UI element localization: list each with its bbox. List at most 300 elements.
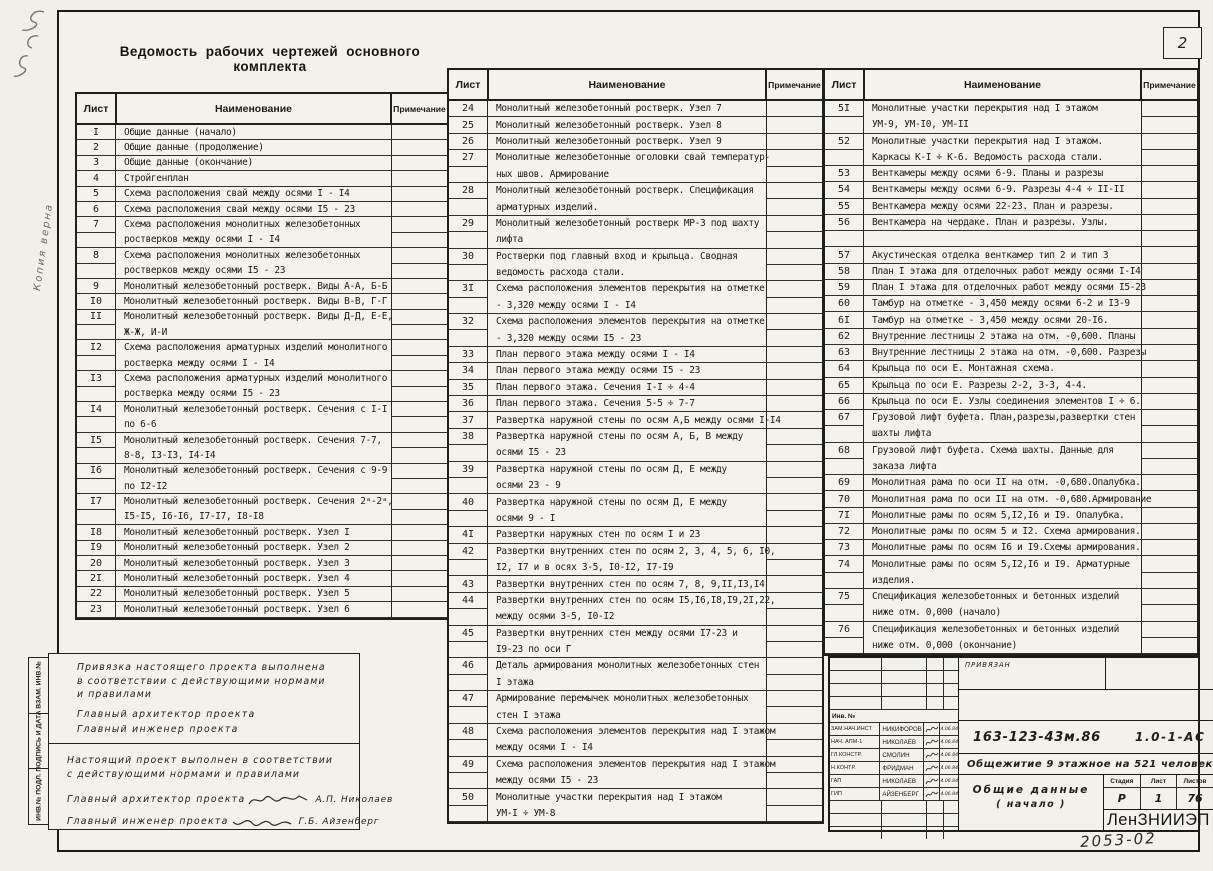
table-row-line: [77, 187, 447, 202]
note-cell: [391, 156, 447, 171]
table-row: [77, 464, 447, 495]
name-cell: План первого этажа. Сечения 5-5 ÷ 7-7: [488, 396, 766, 412]
name-cell: между осями I5 - 23: [488, 773, 766, 789]
name-cell: Монолитный железобетонный ростверк. Сечения 7-7,: [124, 434, 382, 446]
project-note: [49, 744, 394, 838]
table-row-line: [825, 622, 1197, 638]
date-cell: [944, 684, 958, 696]
date-cell: [944, 671, 958, 683]
sheet-number-cell: 43: [449, 576, 488, 592]
table-row-line: [77, 387, 447, 402]
table-row-line: [77, 294, 447, 309]
note-cell: [1141, 589, 1197, 605]
table-row-line: [449, 707, 822, 723]
note-cell: [391, 233, 447, 248]
note-cell: [1141, 329, 1197, 345]
table-row: [825, 312, 1197, 328]
name-cell: Ростверки под главный вход и крыльца. Сводная: [496, 250, 738, 262]
table-row: [77, 571, 447, 586]
strip-cell: [29, 658, 49, 714]
table-row: [77, 402, 447, 433]
table-row-line: [449, 740, 822, 756]
table-row-line: [825, 101, 1197, 117]
name-cell: Общие данные (продолжение): [116, 140, 391, 155]
table-row: [825, 296, 1197, 312]
sheet-number-cell: 5I: [825, 101, 864, 117]
signature-name: Г.Б. Айзенберг: [298, 817, 380, 827]
name-cell: Монолитный железобетонный ростверк. Узел 4: [116, 571, 391, 586]
strip-cell: [29, 769, 49, 824]
note-cell: [766, 429, 822, 445]
note-cell: [766, 134, 822, 150]
sheet-number-cell: 62: [825, 329, 864, 345]
note-cell: [391, 294, 447, 309]
name-cell: ниже отм. 0,000 (начало): [864, 605, 1141, 621]
signature-scribble: [925, 790, 939, 799]
table-row-line: [77, 279, 447, 294]
name-cell: Монолитные участки перекрытия над I этажом: [872, 103, 1098, 115]
name-cell: План первого этажа между осями I - I4: [488, 347, 766, 363]
sheet-number-cell: [77, 356, 116, 371]
note-cell: [766, 380, 822, 396]
column-header-note: Примечание: [765, 70, 822, 99]
sheet-number-cell: I8: [77, 525, 116, 540]
empty-cell: [1106, 658, 1213, 689]
table-row: [825, 524, 1197, 540]
note-cell: [391, 541, 447, 556]
table-row-line: [449, 511, 822, 527]
name-cell: арматурных изделий.: [488, 199, 766, 215]
note-cell: [391, 248, 447, 263]
note-cell: [766, 199, 822, 215]
name-cell: Монолитный железобетонный ростверк МР-3 под шахту: [496, 217, 760, 229]
table-row-line: [825, 264, 1197, 280]
sheet-number-cell: 44: [449, 593, 488, 609]
name-cell: [882, 814, 927, 826]
table-row: [825, 491, 1197, 507]
name-cell: УМ-9, УМ-I0, УМ-II: [864, 117, 1141, 133]
approval-name: ФРИДМАН: [880, 762, 924, 774]
sheet-number-cell: 9: [77, 279, 116, 294]
sheet-number-cell: [77, 325, 116, 340]
table-row-line: [77, 587, 447, 602]
note-cell: [766, 757, 822, 773]
sheet-number-cell: 30: [449, 249, 488, 265]
table-row-line: [825, 215, 1197, 231]
sheet-number-cell: 68: [825, 443, 864, 459]
approval-signature: [924, 775, 940, 787]
name-cell: Акустическая отделка венткамер тип 2 и тип 3: [864, 247, 1141, 263]
table-row-line: [449, 642, 822, 658]
sheet-number-cell: [449, 199, 488, 215]
table-row-line: [449, 330, 822, 346]
note-cell: [766, 511, 822, 527]
table-row-line: [449, 724, 822, 740]
note-cell: [391, 217, 447, 232]
sheet-number-cell: 47: [449, 691, 488, 707]
approval-row: [830, 723, 958, 736]
table-row: [825, 280, 1197, 296]
name-cell: Монолитный железобетонный ростверк. Узел 2: [116, 541, 391, 556]
table-row-line: [825, 199, 1197, 215]
sheet-number-cell: [449, 265, 488, 281]
name-cell: Развертки внутренних стен по осям 7, 8, 9,II,I3,I4: [488, 576, 766, 592]
sheet-number-cell: 46: [449, 658, 488, 674]
name-cell: Монолитный железобетонный ростверк. Сечения с 9-9: [124, 465, 388, 477]
table-row: [77, 279, 447, 294]
table-row-line: [449, 806, 822, 822]
table-row-line: [825, 605, 1197, 621]
note-role: Главный архитектор проекта: [77, 708, 256, 720]
sheet-number-cell: 36: [449, 396, 488, 412]
approval-empty-row: [830, 671, 958, 684]
sheet-number-cell: 3: [77, 156, 116, 171]
table-row-line: [77, 433, 447, 448]
sheet-name-line1: Общие данные: [972, 784, 1090, 796]
table-row: [825, 556, 1197, 589]
note-cell: [1141, 264, 1197, 280]
sheet-number-cell: 29: [449, 216, 488, 232]
table-row: [825, 329, 1197, 345]
table-row-line: [449, 101, 822, 117]
note-cell: [766, 806, 822, 822]
sheet-number-cell: 55: [825, 199, 864, 215]
table-row: [825, 199, 1197, 215]
role-cell: [830, 827, 882, 839]
title-block: [828, 656, 1213, 832]
table-row: [449, 544, 822, 577]
note-cell: [766, 330, 822, 346]
signature-scribble: [925, 751, 939, 760]
table-row: [77, 202, 447, 217]
signature-cell: [927, 827, 944, 839]
sheet-number-cell: 5: [77, 187, 116, 202]
name-cell: по I2-I2: [116, 479, 391, 494]
name-cell: Монолитный железобетонный ростверк. Узел 8: [488, 117, 766, 133]
signature-role: Главный архитектор проекта: [67, 794, 246, 805]
sheet-number-cell: I2: [77, 340, 116, 355]
table-row-line: [449, 445, 822, 461]
name-cell: Развертки наружных стен по осям I и 23: [488, 527, 766, 543]
margin-note-text: Копия верна: [32, 202, 56, 292]
name-cell: ростверков между осями I5 - 23: [116, 264, 391, 279]
note-cell: [766, 773, 822, 789]
column-header-name: Наименование: [588, 78, 666, 91]
table-row: [77, 525, 447, 540]
approval-table: [830, 658, 959, 830]
table-row-line: [449, 675, 822, 691]
sheet-number-cell: 58: [825, 264, 864, 280]
table-row: [825, 101, 1197, 134]
sheet-number-cell: [449, 511, 488, 527]
note-cell: [1141, 508, 1197, 524]
role-cell: [830, 801, 882, 813]
table-row-line: [77, 417, 447, 432]
table-row: [449, 494, 822, 527]
note-cell: [766, 789, 822, 805]
name-cell: Монолитные рамы по осям I6 и I9.Схемы армирования.: [864, 540, 1141, 556]
signature-cell: [927, 697, 944, 709]
note-cell: [1141, 394, 1197, 410]
sheet-number-cell: [825, 573, 864, 589]
date-cell: [944, 814, 958, 826]
table-row: [825, 378, 1197, 394]
table-row: [449, 789, 822, 822]
table-row: [449, 396, 822, 412]
table-row-line: [449, 593, 822, 609]
strip-label: ВЗАМ. ИНВ.№: [35, 661, 43, 710]
table-row-line: [825, 361, 1197, 377]
empty-band: [959, 690, 1213, 721]
sheet-number-cell: [825, 426, 864, 442]
name-cell: между осями I - I4: [488, 740, 766, 756]
note-cell: [391, 494, 447, 509]
table-row: [77, 556, 447, 571]
table-row-line: [77, 264, 447, 279]
name-cell: Общие данные (окончание): [116, 156, 391, 171]
stage-sheet-values: [1104, 788, 1213, 810]
name-cell: Стройгенплан: [116, 171, 391, 186]
approval-empty-row: [830, 814, 958, 827]
stage-sheet-headers: [1104, 775, 1213, 788]
name-cell: Грузовой лифт буфета. План,разрезы,развертки стен: [872, 412, 1136, 424]
signature-cell: [927, 658, 944, 670]
name-cell: - 3,320 между осями I5 - 23: [488, 330, 766, 346]
project-title: Общежитие 9 этажное на 521 человек: [959, 754, 1213, 775]
stage-label: Стадия: [1104, 775, 1141, 787]
name-cell: Монолитная рама по оси II на отм. -0,680.Армирование: [864, 491, 1141, 507]
approval-row: [830, 749, 958, 762]
name-cell: Монолитный железобетонный ростверк. Узел 7: [488, 101, 766, 117]
sheet-name-line2: ( начало ): [996, 799, 1066, 810]
table-row: [825, 475, 1197, 491]
sheet-label: Лист: [1141, 775, 1178, 787]
note-cell: [766, 232, 822, 248]
table-row-line: [77, 248, 447, 263]
sheet-number-cell: [449, 560, 488, 576]
note-cell: [766, 658, 822, 674]
note-cell: [1141, 231, 1197, 247]
name-cell: - 3,320 между осями I - I4: [488, 298, 766, 314]
name-cell: Монолитный железобетонный ростверк. Сечения 2ᵃ-2ᵃ,: [124, 496, 393, 508]
name-cell: Схема расположения монолитных железобетонных: [124, 219, 361, 231]
sheet-number-cell: [77, 448, 116, 463]
signature-cell: [927, 684, 944, 696]
table-row-line: [449, 134, 822, 150]
table-row: [449, 658, 822, 691]
name-cell: Монолитный железобетонный ростверк. Узел 3: [116, 556, 391, 571]
linked-label: ПРИВЯЗАН: [959, 658, 1106, 689]
name-cell: Венткамера на чердаке. План и разрезы. Узлы.: [864, 215, 1141, 231]
table-row-line: [449, 183, 822, 199]
title-block-right: [959, 658, 1213, 830]
sheet-number-cell: [449, 232, 488, 248]
signature-row: [67, 789, 394, 811]
note-cell: [1141, 540, 1197, 556]
table-row-line: [77, 356, 447, 371]
name-cell: [864, 231, 1141, 247]
table-row-line: [449, 396, 822, 412]
note-cell: [1141, 573, 1197, 589]
note-cell: [1141, 280, 1197, 296]
sheet-number-cell: 24: [449, 101, 488, 117]
table-row: [825, 443, 1197, 476]
table-row: [77, 294, 447, 309]
table-row: [449, 412, 822, 428]
sheet-number-cell: 52: [825, 134, 864, 150]
table-row: [77, 310, 447, 341]
note-cell: [391, 125, 447, 140]
note-cell: [391, 340, 447, 355]
table-row-line: [77, 156, 447, 171]
table-row: [77, 494, 447, 525]
name-cell: [882, 801, 927, 813]
approval-row: [830, 736, 958, 749]
table-row-line: [825, 117, 1197, 133]
table-row: [449, 576, 822, 592]
name-cell: План I этажа для отделочных работ между осями I-I4: [864, 264, 1141, 280]
table-row-line: [825, 443, 1197, 459]
note-cell: [1141, 101, 1197, 117]
sheet-number-cell: 50: [449, 789, 488, 805]
sheet-number-cell: [449, 445, 488, 461]
stage-value: Р: [1104, 788, 1141, 809]
table-body: [449, 101, 822, 822]
note-cell: [391, 510, 447, 525]
note-cell: [391, 387, 447, 402]
table-row: [449, 363, 822, 379]
sheet-number-cell: I9: [77, 541, 116, 556]
name-cell: Монолитные железобетонные оголовки свай температур-: [496, 152, 770, 164]
sheet-number-cell: 39: [449, 462, 488, 478]
name-cell: [882, 697, 927, 709]
name-cell: Схема расположения свай между осями I - I4: [116, 187, 391, 202]
sheet-number-cell: 72: [825, 524, 864, 540]
sheet-number-cell: 69: [825, 475, 864, 491]
table-row: [825, 508, 1197, 524]
sheet-number-cell: 70: [825, 491, 864, 507]
note-cell: [1141, 134, 1197, 150]
note-cell: [391, 417, 447, 432]
table-row-line: [449, 658, 822, 674]
approval-signature: [924, 723, 940, 735]
table-row-line: [825, 556, 1197, 572]
drawing-list-table-3: [823, 68, 1199, 656]
note-line: с действующими нормами и правилами: [67, 768, 301, 780]
table-row: [77, 602, 447, 617]
name-cell: ниже отм. 0,000 (окончание): [864, 638, 1141, 654]
table-row: [449, 429, 822, 462]
note-cell: [391, 479, 447, 494]
approval-role: ГЛ.КОНСТР.: [830, 749, 880, 761]
table-row: [825, 540, 1197, 556]
sheet-number-cell: 65: [825, 378, 864, 394]
name-cell: План первого этажа. Сечения I-I ÷ 4-4: [488, 380, 766, 396]
name-cell: Венткамеры между осями 6-9. Разрезы 4-4 ÷ II-II: [864, 182, 1141, 198]
note-cell: [1141, 605, 1197, 621]
column-header-note: Примечание: [390, 94, 447, 123]
note-cell: [1141, 199, 1197, 215]
organization-name: ЛенЗНИИЭП: [1106, 810, 1210, 829]
sheet-number-cell: 45: [449, 626, 488, 642]
note-cell: [1141, 426, 1197, 442]
table-row: [825, 345, 1197, 361]
notes-block: [48, 653, 394, 830]
name-cell: Спецификация железобетонных и бетонных изделий: [872, 591, 1119, 603]
approval-signature: [924, 788, 940, 800]
table-row-line: [825, 345, 1197, 361]
table-row-line: [825, 280, 1197, 296]
table-row: [825, 134, 1197, 167]
name-cell: Схема расположения элементов перекрытия на отметке: [496, 316, 765, 328]
sheet-number-cell: 27: [449, 150, 488, 166]
column-header-sheet: Лист: [825, 70, 865, 99]
table-row-line: [77, 556, 447, 571]
signature-row: [67, 811, 380, 833]
sheet-info-row: [959, 775, 1213, 830]
name-cell: Венткамеры между осями 6-9. Планы и разрезы: [864, 166, 1141, 182]
note-cell: [391, 525, 447, 540]
table-row-line: [825, 508, 1197, 524]
table-row-line: [449, 249, 822, 265]
table-row-line: [825, 378, 1197, 394]
table-row: [825, 589, 1197, 622]
sheet-number-cell: 6: [77, 202, 116, 217]
signature-scribble: [925, 764, 939, 773]
table-row-line: [825, 524, 1197, 540]
note-cell: [1141, 556, 1197, 572]
table-row-line: [825, 573, 1197, 589]
name-cell: стен I этажа: [488, 707, 766, 723]
note-cell: [766, 642, 822, 658]
table-row: [825, 182, 1197, 198]
table-row-line: [449, 773, 822, 789]
name-cell: Монолитный железобетонный ростверк. Виды Д-Д, Е-Е,: [124, 311, 393, 323]
note-cell: [766, 396, 822, 412]
sheet-value: 1: [1141, 788, 1178, 809]
table-row-line: [449, 314, 822, 330]
note-cell: [766, 216, 822, 232]
note-cell: [1141, 166, 1197, 182]
sheet-number-cell: I4: [77, 402, 116, 417]
note-cell: [391, 356, 447, 371]
sheet-number-cell: [449, 707, 488, 723]
name-cell: [882, 684, 927, 696]
table-row-line: [449, 265, 822, 281]
sheet-number-cell: 37: [449, 412, 488, 428]
sheets-label: Листов: [1183, 777, 1207, 785]
name-cell: Развертка наружной стены по осям А,Б между осями I-I4: [488, 412, 766, 428]
sheet-number-cell: 32: [449, 314, 488, 330]
sheet-number-cell: 23: [77, 602, 116, 617]
name-cell: Монолитный железобетонный ростверк. Виды А-А, Б-Б: [116, 279, 391, 294]
table-row-line: [449, 544, 822, 560]
table-row-line: [825, 312, 1197, 328]
note-cell: [766, 298, 822, 314]
table-row-line: [449, 363, 822, 379]
table-row: [77, 125, 447, 140]
table-row: [449, 183, 822, 216]
name-cell: Крыльца по оси Е. Разрезы 2-2, 3-3, 4-4.: [864, 378, 1141, 394]
note-cell: [1141, 150, 1197, 166]
name-cell: Развертка наружной стены по осям А, Б, В между: [496, 431, 743, 442]
approval-name: НИКОЛАЕВ: [880, 775, 924, 787]
table-row-line: [825, 638, 1197, 654]
table-row: [77, 541, 447, 556]
sheet-number-cell: [825, 117, 864, 133]
table-header: [449, 70, 822, 101]
table-row-line: [449, 167, 822, 183]
